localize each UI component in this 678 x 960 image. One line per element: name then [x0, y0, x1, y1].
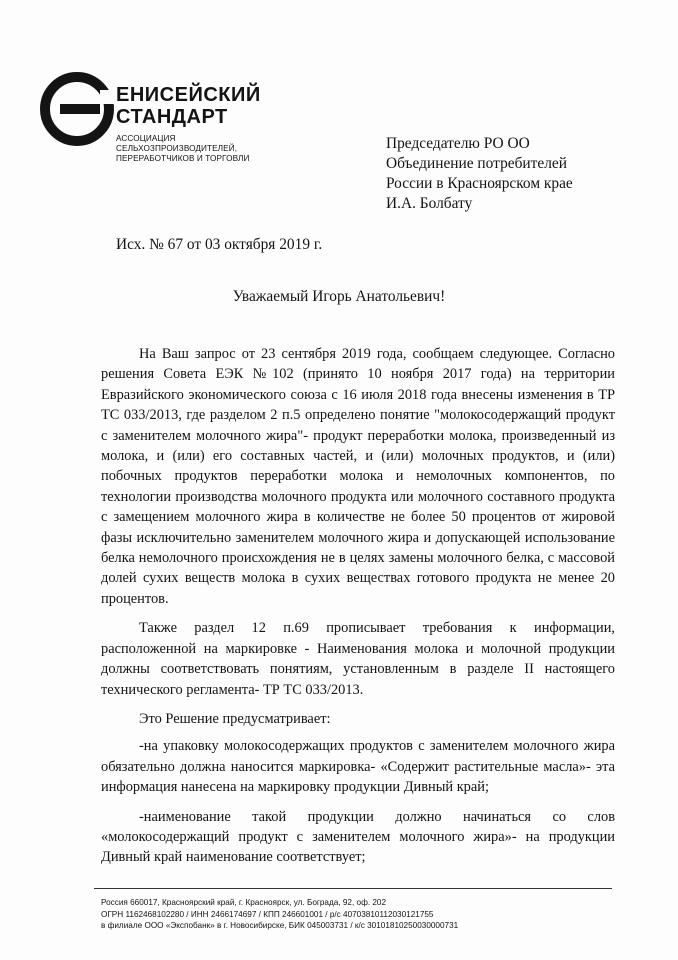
footer-line: в филиале ООО «Экспобанк» в г. Новосибирске, БИК 045003731 / к/с 30101810250030000731	[101, 921, 459, 930]
footer-divider	[94, 888, 612, 889]
body-paragraph: Это Решение предусматривает:	[139, 710, 331, 727]
footer-requisites	[101, 897, 458, 932]
body-paragraph: Также раздел 12 п.69 прописывает требования к информации, расположенной на маркировке - Наименования молока и молочной продукции должны соответствовать понятиям, установленным в разделе II настоящего технического регламента- ТР ТС 033/2013.	[101, 620, 615, 698]
footer-line: Россия 660017, Красноярский край, г. Красноярск, ул. Бограда, 92, оф. 202	[101, 898, 387, 907]
outgoing-reference: Исх. № 67 от 03 октября 2019 г.	[116, 236, 323, 253]
brand-subtitle	[116, 134, 261, 164]
brand-subtitle-line: АССОЦИАЦИЯ	[116, 134, 176, 143]
addressee-block	[386, 134, 573, 214]
body-paragraph: -на упаковку молокосодержащих продуктов с заменителем молочного жира обязательно должна наносится маркировка- «Содержит растительные масла»- эта информация нанесена на маркировку продукции Дивный край;	[101, 738, 615, 796]
addressee-line: Председателю РО ОО	[386, 135, 530, 152]
body-paragraph: На Ваш запрос от 23 сентября 2019 года, сообщаем следующее. Согласно решения Совета ЕЭК №102 (принято 10 ноября 2017 года) на территории Евразийского экономического союза с 16 июля 2018 года внесены изменения в ТР ТС 033/2013, где разделом 2 п.5 определено понятие "молокосодержащий продукт с заменителем молочного жира"- продукт переработки молока, произведенный из молока, и (или) его составных частей, и (или) молочных продуктов, и (или) побочных продуктов переработки молока и немолочных компонентов, по технологии производства молочного продукта или молочного составного продукта с замещением молочного жира в количестве не более 50 процентов от жировой фазы исключительно заменителем молочного жира и допускающей использование белка немолочного происхождения не в целях замены молочного белка, с массовой долей сухих веществ молока в сухих веществах готового продукта не менее 20 процентов.	[101, 346, 615, 607]
letter-body	[101, 344, 615, 877]
footer-line: ОГРН 1162468102280 / ИНН 2466174697 / КПП 246601001 / р/с 40703810112030121755	[101, 909, 434, 919]
letterhead-brand	[116, 84, 261, 164]
letter-e-circle-logo-icon	[40, 72, 114, 146]
brand-subtitle-line: ПЕРЕРАБОТЧИКОВ И ТОРГОВЛИ	[116, 154, 250, 163]
addressee-line: И.А. Болбату	[386, 195, 473, 212]
addressee-line: Объединение потребителей	[386, 155, 567, 172]
addressee-line: России в Красноярском крае	[386, 175, 573, 192]
brand-subtitle-line: СЕЛЬХОЗПРОИЗВОДИТЕЛЕЙ,	[116, 144, 238, 153]
salutation: Уважаемый Игорь Анатольевич!	[232, 288, 446, 305]
brand-name-line-1: ЕНИСЕЙСКИЙ	[116, 84, 261, 106]
brand-name-line-2: СТАНДАРТ	[116, 106, 228, 128]
body-paragraph: -наименование такой продукции должно начинаться со слов «молокосодержащий продукт с заменителем молочного жира»- на продукции Дивный край наименование соответствует;	[101, 808, 615, 866]
